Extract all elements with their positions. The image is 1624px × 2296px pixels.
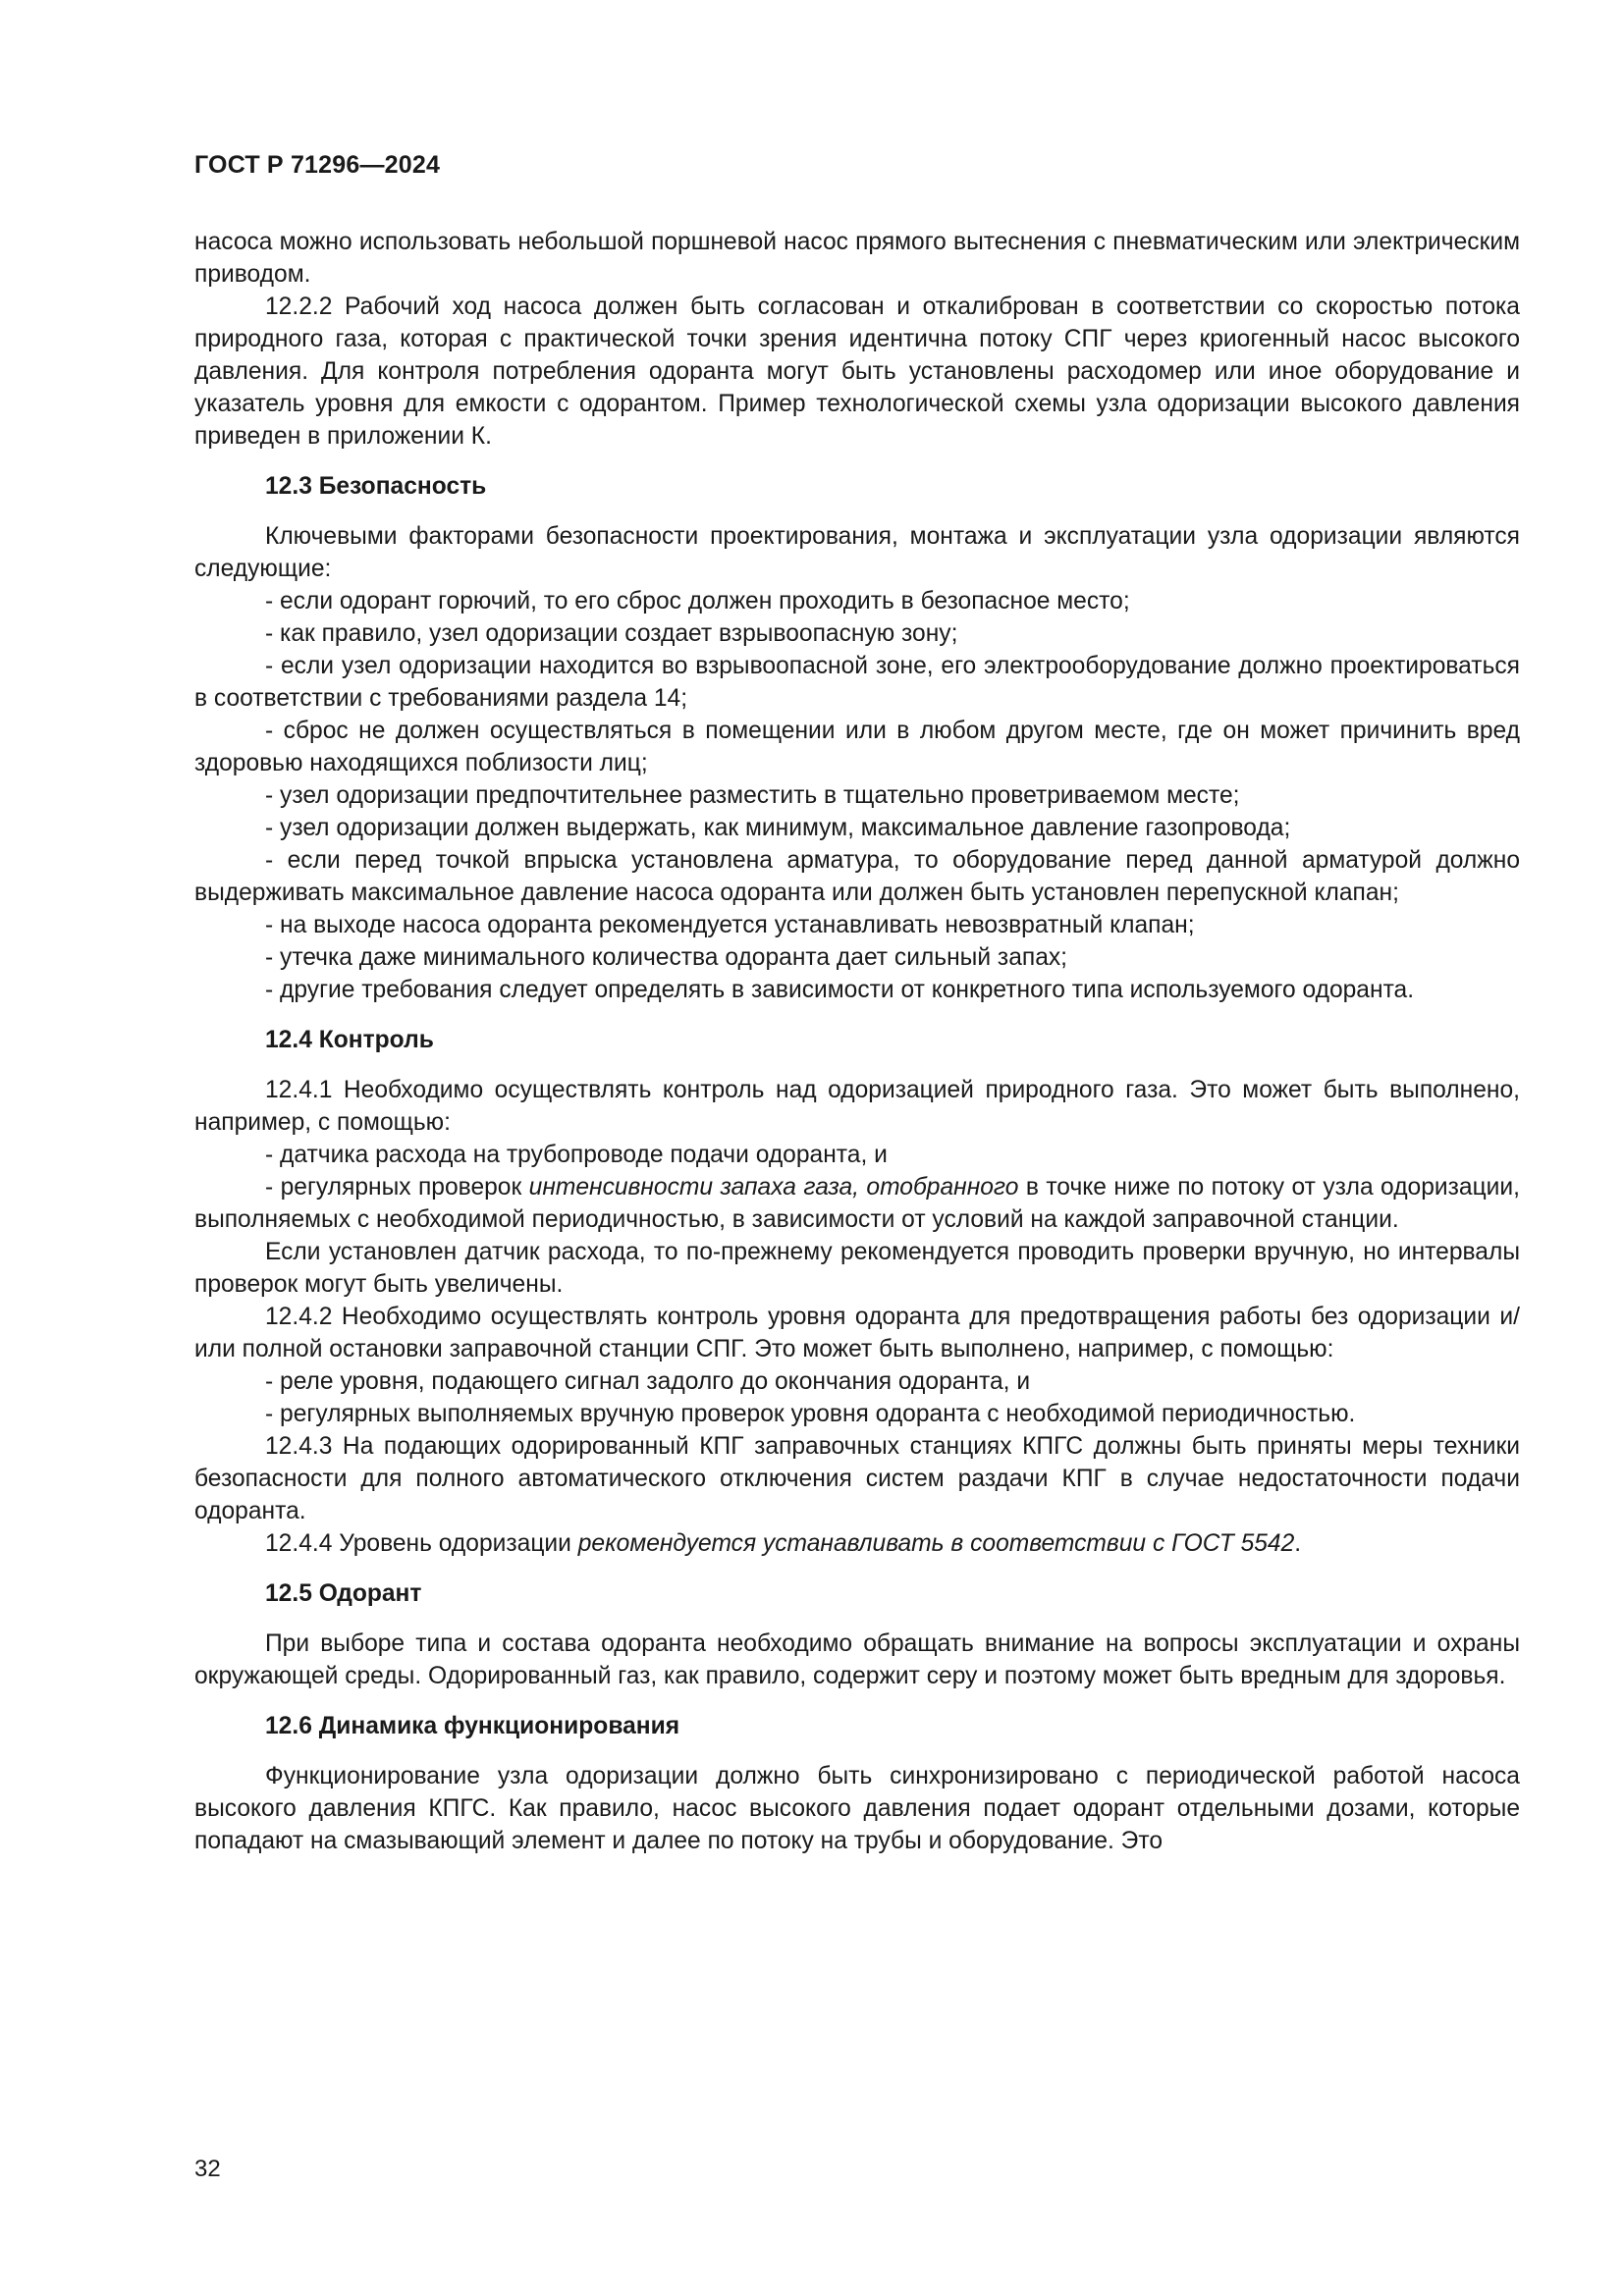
paragraph: Если установлен датчик расхода, то по-прежнему рекомендуется проводить проверки вручную, но интервалы проверок могут быть увеличены. xyxy=(194,1239,1520,1298)
list-item: - утечка даже минимального количества одоранта дает сильный запах; xyxy=(265,944,1068,971)
text-run: в точке ниже по потоку от узла одоризации, выполняемых с необходимой периодичностью, в зависимости от условий на каждой заправочной станции. xyxy=(194,1174,1520,1233)
list-item: - датчика расхода на трубопроводе подачи одоранта, и xyxy=(265,1142,888,1168)
page-header: ГОСТ Р 71296—2024 xyxy=(194,151,441,179)
paragraph: 12.4.3 На подающих одорированный КПГ заправочных станциях КПГС должны быть приняты меры техники безопасности для полного автоматического отключения систем раздачи КПГ в случае недостаточности подачи одоранта. xyxy=(194,1433,1520,1524)
page-number: 32 xyxy=(194,2156,221,2182)
section-title: 12.6 Динамика функционирования xyxy=(265,1713,680,1739)
paragraph: Ключевыми факторами безопасности проектирования, монтажа и эксплуатации узла одоризации являются следующие: xyxy=(194,523,1520,582)
list-item: - на выходе насоса одоранта рекомендуется устанавливать невозвратный клапан; xyxy=(265,912,1195,938)
paragraph: 12.4.1 Необходимо осуществлять контроль над одоризацией природного газа. Это может быть выполнено, например, с помощью: xyxy=(194,1077,1520,1136)
paragraph: 12.2.2 Рабочий ход насоса должен быть согласован и откалиброван в соответствии со скоростью потока природного газа, которая с практической точки зрения идентична потоку СПГ через криогенный насос высокого давления. Для контроля потребления одоранта могут быть установлены расходомер или иное оборудование и указатель уровня для емкости с одорантом. Пример технологической схемы узла одоризации высокого давления приведен в приложении К. xyxy=(194,294,1520,450)
emphasis-text: рекомендуется устанавливать в соответствии с ГОСТ 5542 xyxy=(577,1530,1295,1557)
paragraph xyxy=(194,1527,1520,1560)
text-run: 12.4.4 Уровень одоризации xyxy=(265,1530,578,1557)
list-item: - реле уровня, подающего сигнал задолго до окончания одоранта, и xyxy=(265,1368,1031,1395)
list-item: - если узел одоризации находится во взрывоопасной зоне, его электрооборудование должно проектироваться в соответствии с требованиями раздела 14; xyxy=(194,653,1520,712)
paragraph: Функционирование узла одоризации должно быть синхронизировано с периодической работой насоса высокого давления КПГС. Как правило, насос высокого давления подает одорант отдельными дозами, которые попадают на смазывающий элемент и далее по потоку на трубы и оборудование. Это xyxy=(194,1763,1520,1854)
list-item: - другие требования следует определять в зависимости от конкретного типа используемого одоранта. xyxy=(265,977,1415,1003)
list-item: - если перед точкой впрыска установлена арматура, то оборудование перед данной арматурой должно выдерживать максимальное давление насоса одоранта или должен быть установлен перепускной клапан; xyxy=(194,847,1520,906)
paragraph: 12.4.2 Необходимо осуществлять контроль уровня одоранта для предотвращения работы без одоризации и/или полной остановки заправочной станции СПГ. Это может быть выполнено, например, с помощью: xyxy=(194,1304,1520,1362)
list-item: - узел одоризации должен выдержать, как минимум, максимальное давление газопровода; xyxy=(265,815,1291,841)
list-item: - если одорант горючий, то его сброс должен проходить в безопасное место; xyxy=(265,588,1130,614)
list-item: - как правило, узел одоризации создает взрывоопасную зону; xyxy=(265,620,958,647)
emphasis-text: интенсивности запаха газа, отобранного xyxy=(528,1174,1019,1201)
paragraph: насоса можно использовать небольшой поршневой насос прямого вытеснения с пневматическим или электрическим приводом. xyxy=(194,229,1520,288)
list-item: - регулярных выполняемых вручную проверок уровня одоранта с необходимой периодичностью. xyxy=(265,1401,1356,1427)
section-title: 12.3 Безопасность xyxy=(265,473,487,500)
section-title: 12.5 Одорант xyxy=(265,1580,422,1607)
list-item xyxy=(194,1171,1520,1236)
document-body xyxy=(194,226,1520,1857)
section-title: 12.4 Контроль xyxy=(265,1027,434,1053)
list-item: - узел одоризации предпочтительнее разместить в тщательно проветриваемом месте; xyxy=(265,782,1240,809)
paragraph: При выборе типа и состава одоранта необходимо обращать внимание на вопросы эксплуатации и охраны окружающей среды. Одорированный газ, как правило, содержит серу и поэтому может быть вредным для здоровья. xyxy=(194,1630,1520,1689)
text-run: - регулярных проверок xyxy=(265,1174,529,1201)
text-run: . xyxy=(1294,1530,1302,1557)
list-item: - сброс не должен осуществляться в помещении или в любом другом месте, где он может причинить вред здоровью находящихся поблизости лиц; xyxy=(194,718,1520,776)
